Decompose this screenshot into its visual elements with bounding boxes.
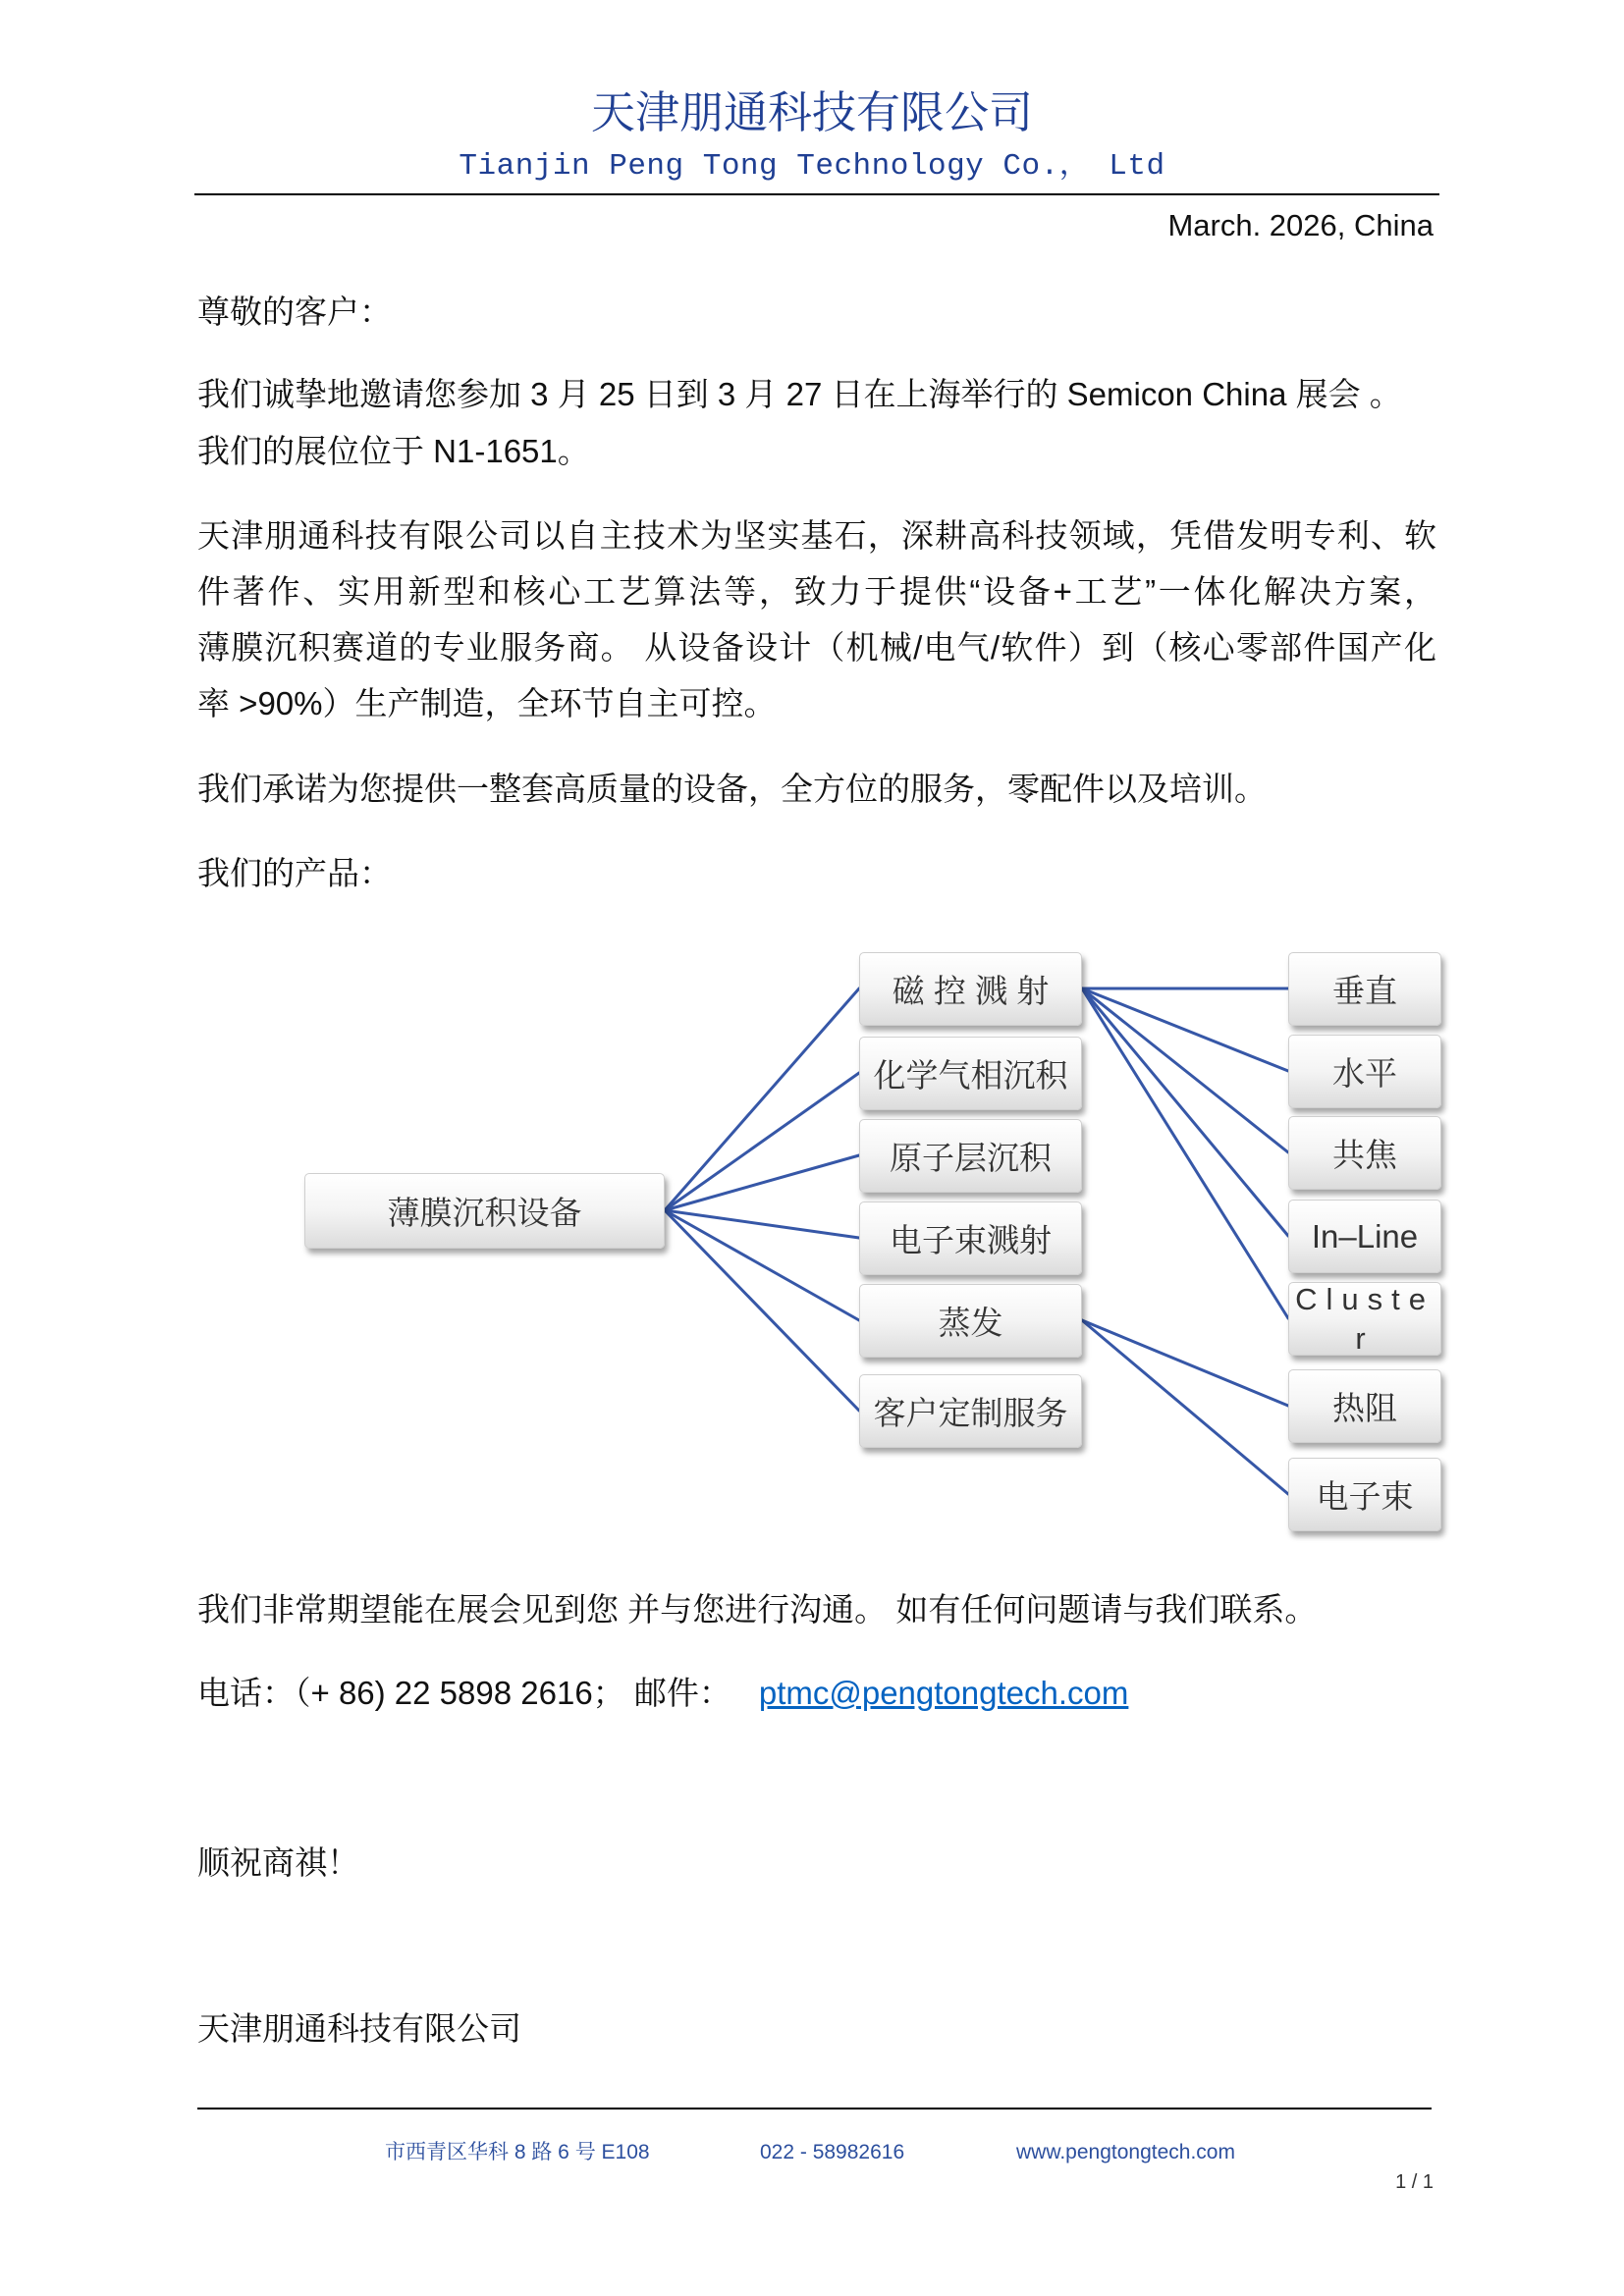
connector-magnetron-to-cluster bbox=[1082, 988, 1288, 1318]
connector-root-to-cvd bbox=[665, 1073, 859, 1210]
leaf-label: Cluster bbox=[1295, 1281, 1435, 1356]
date-line: March. 2026, China bbox=[1167, 208, 1434, 242]
connector-magnetron-to-confocal bbox=[1082, 988, 1288, 1152]
company-name-cn: 天津朋通科技有限公司 bbox=[590, 87, 1033, 137]
branch-node-evaporation bbox=[859, 1284, 1082, 1358]
connector-magnetron-to-in-line bbox=[1082, 988, 1288, 1236]
leaf-label: 电子束 bbox=[1316, 1478, 1414, 1515]
connector-evaporation-to-thermal-resistance bbox=[1082, 1320, 1288, 1406]
branch-node-cvd bbox=[859, 1037, 1082, 1110]
connector-magnetron-to-horizontal bbox=[1082, 988, 1288, 1071]
intro-line-2: 件著作、实用新型和核心工艺算法等，致力于提供“设备+工艺”一体化解决方案， bbox=[197, 573, 1436, 610]
invitation-line-2: 我们的展位位于 N1-1651。 bbox=[197, 433, 590, 469]
branch-label: 客户定制服务 bbox=[873, 1395, 1068, 1431]
leaf-node-cluster bbox=[1288, 1282, 1441, 1356]
email-link[interactable]: ptmc@pengtongtech.com bbox=[758, 1675, 1129, 1711]
diagram-root-node bbox=[304, 1173, 665, 1249]
footer-phone: 022 - 58982616 bbox=[760, 2141, 905, 2163]
branch-label: 化学气相沉积 bbox=[873, 1057, 1068, 1094]
branch-node-magnetron-sputtering bbox=[859, 952, 1082, 1026]
contact-label: 电话：（+ 86) 22 5898 2616； 邮件： bbox=[197, 1675, 731, 1711]
products-heading: 我们的产品： bbox=[197, 855, 392, 891]
intro-line-1: 天津朋通科技有限公司以自主技术为坚实基石，深耕高科技领域，凭借发明专利、软 bbox=[197, 517, 1436, 554]
connector-root-to-evaporation bbox=[665, 1210, 859, 1320]
leaf-label: 热阻 bbox=[1332, 1390, 1397, 1426]
connector-root-to-magnetron-sputtering bbox=[665, 988, 859, 1210]
leaf-label: 垂直 bbox=[1332, 973, 1397, 1009]
invitation-line-1: 我们诚挚地邀请您参加 3 月 25 日到 3 月 27 日在上海举行的 Semicon China 展会 。 bbox=[197, 376, 1402, 412]
leaf-node-in-line bbox=[1288, 1200, 1441, 1273]
footer-divider bbox=[197, 2108, 1432, 2109]
salutation: 尊敬的客户： bbox=[197, 294, 392, 330]
connector-root-to-ebeam-sputtering bbox=[665, 1210, 859, 1238]
intro-line-3: 薄膜沉积赛道的专业服务商。 从设备设计（机械/电气/软件）到（核心零部件国产化 bbox=[197, 629, 1436, 666]
leaf-node-horizontal bbox=[1288, 1035, 1441, 1108]
intro-line-4: 率 >90%）生产制造，全环节自主可控。 bbox=[197, 685, 777, 721]
leaf-node-electron-beam bbox=[1288, 1458, 1441, 1531]
branch-label: 电子束溅射 bbox=[890, 1222, 1052, 1258]
leaf-label: In–Line bbox=[1311, 1217, 1419, 1255]
branch-node-ald bbox=[859, 1119, 1082, 1193]
connector-evaporation-to-electron-beam bbox=[1082, 1320, 1288, 1494]
connector-root-to-ald bbox=[665, 1155, 859, 1210]
leaf-label: 水平 bbox=[1332, 1055, 1397, 1092]
header-divider bbox=[194, 193, 1439, 195]
branch-label: 磁 控 溅 射 bbox=[892, 973, 1050, 1009]
branch-node-ebeam-sputtering bbox=[859, 1201, 1082, 1275]
page-number: 1 / 1 bbox=[1395, 2171, 1434, 2193]
leaf-node-vertical bbox=[1288, 952, 1441, 1026]
footer-address: 市西青区华科 8 路 6 号 E108 bbox=[385, 2141, 650, 2163]
branch-label: 蒸发 bbox=[938, 1305, 1003, 1341]
regards-text: 顺祝商祺！ bbox=[197, 1844, 359, 1881]
branch-label: 原子层沉积 bbox=[890, 1140, 1052, 1176]
leaf-node-confocal bbox=[1288, 1116, 1441, 1190]
company-name-en: Tianjin Peng Tong Technology Co.， Ltd bbox=[459, 149, 1165, 184]
signature: 天津朋通科技有限公司 bbox=[197, 2010, 521, 2047]
leaf-node-thermal-resistance bbox=[1288, 1369, 1441, 1443]
leaf-label: 共焦 bbox=[1332, 1137, 1397, 1173]
connector-root-to-custom-service bbox=[665, 1210, 859, 1411]
contact-line bbox=[197, 1670, 1128, 1717]
branch-node-custom-service bbox=[859, 1374, 1082, 1448]
diagram-root-label: 薄膜沉积设备 bbox=[387, 1195, 582, 1231]
footer-website: www.pengtongtech.com bbox=[1016, 2141, 1235, 2163]
closing-text: 我们非常期望能在展会见到您 并与您进行沟通。 如有任何问题请与我们联系。 bbox=[197, 1591, 1318, 1628]
commitment-text: 我们承诺为您提供一整套高质量的设备，全方位的服务，零配件以及培训。 bbox=[197, 771, 1267, 807]
